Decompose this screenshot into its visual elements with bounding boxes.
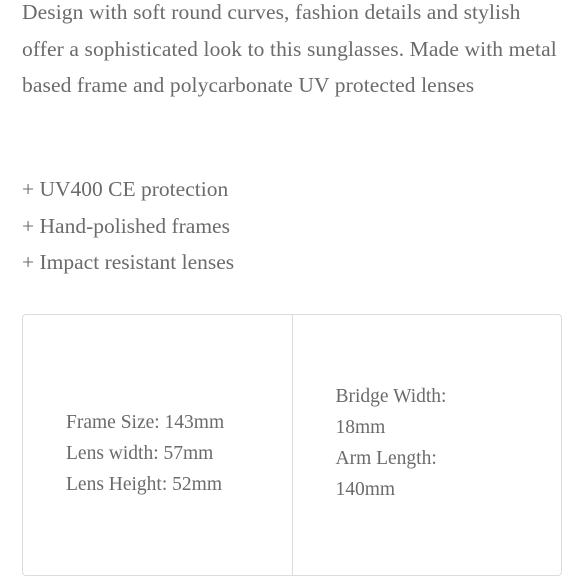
specs-cell-left [23, 315, 293, 575]
feature-list [22, 171, 234, 281]
spec-arm-length-label: Arm Length: [335, 448, 437, 469]
feature-item-impact-resistant: + Impact resistant lenses [22, 250, 235, 274]
spec-arm-length-value: 140mm [335, 479, 396, 500]
product-description: Design with soft round curves, fashion details and stylish offer a sophisticated look to this sunglasses. Made with metal based frame and polycarbonate UV protected lenses [22, 0, 557, 97]
spec-bridge-width-label: Bridge Width: [335, 386, 447, 407]
spec-bridge-width-value: 18mm [335, 417, 386, 438]
spec-lens-height: Lens Height: 52mm [66, 473, 222, 495]
spec-frame-size: Frame Size: 143mm [66, 411, 225, 433]
specs-table [22, 314, 562, 576]
spec-lens-width: Lens width: 57mm [66, 442, 214, 464]
feature-item-hand-polished: + Hand-polished frames [22, 213, 230, 238]
feature-item-uv-protection: + UV400 CE protection [22, 177, 229, 201]
specs-cell-right [293, 315, 562, 575]
